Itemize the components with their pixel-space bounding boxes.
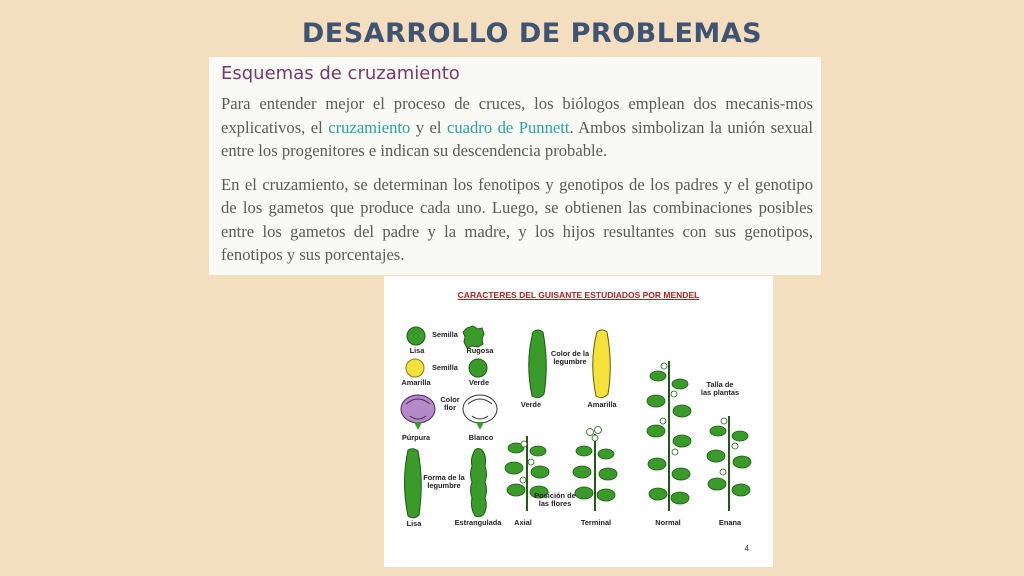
paragraph-2: En el cruzamiento, se determinan los fenotipos y genotipos de los padres y el genotipo de los gametos que produce cada uno. Luego, se obtienen las combinaciones posibles entre los gametos del padre y la madre, y los hijos resultantes con sus genotipos, fenotipos y sus porcentajes. (221, 174, 813, 264)
label-lisa-1: Lisa (409, 346, 425, 355)
plant-dwarf-icon (707, 416, 751, 511)
label-semilla-1: Semilla (432, 330, 458, 339)
pod-constricted-icon (471, 449, 487, 517)
label-lisa-2: Lisa (406, 519, 422, 528)
p1-text-c: . Ambos simbolizan la unión sexual entre los progenitores e indican su descendencia probable. (221, 117, 813, 160)
page-number: 4 (744, 544, 749, 553)
p1-text-a: Para entender mejor el proceso de cruces, los biólogos emplean dos mecanis-mos explicativos, el (221, 94, 813, 137)
text-box (209, 57, 821, 275)
seed-wrinkled-icon (463, 326, 484, 348)
label-rugosa: Rugosa (466, 346, 494, 355)
label-posicion-flores: Posición de las flores (534, 491, 576, 508)
slide-title: DESARROLLO DE PROBLEMAS (301, 18, 763, 49)
seed-yellow-icon (406, 359, 424, 377)
label-purpura: Púrpura (401, 433, 431, 442)
flower-purple-icon (401, 395, 435, 430)
seed-smooth-icon (407, 327, 425, 345)
flower-white-icon (463, 395, 497, 430)
section-heading: Esquemas de cruzamiento (221, 63, 460, 84)
label-verde-2: Verde (520, 400, 542, 409)
label-estrangulada: Estrangulada (454, 518, 502, 527)
label-amarilla-2: Amarilla (587, 400, 617, 409)
link-cuadro-punnett: cuadro de Punnett (446, 117, 570, 137)
paragraph-1 (221, 92, 813, 163)
plant-normal-icon (647, 361, 691, 511)
figure-title: CARACTERES DEL GUISANTE ESTUDIADOS POR MENDEL (457, 290, 700, 300)
label-color-legumbre: Color de la legumbre (550, 349, 590, 366)
label-forma-legumbre: Forma de la legumbre (423, 473, 465, 490)
label-verde-1: Verde (468, 378, 490, 387)
label-enana: Enana (718, 518, 742, 527)
label-color-flor: Color flor (440, 395, 460, 412)
label-axial: Axial (514, 518, 532, 527)
label-terminal: Terminal (580, 518, 612, 527)
label-normal: Normal (655, 518, 681, 527)
label-amarilla-1: Amarilla (401, 378, 431, 387)
label-blanco: Blanco (468, 433, 494, 442)
label-semilla-2: Semilla (432, 363, 458, 372)
link-cruzamiento: cruzamiento (328, 117, 411, 137)
seed-green-icon (469, 359, 487, 377)
mendel-figure (384, 276, 773, 567)
p1-text-b: y el (410, 117, 447, 137)
label-talla-plantas: Talla de las plantas (700, 380, 740, 397)
